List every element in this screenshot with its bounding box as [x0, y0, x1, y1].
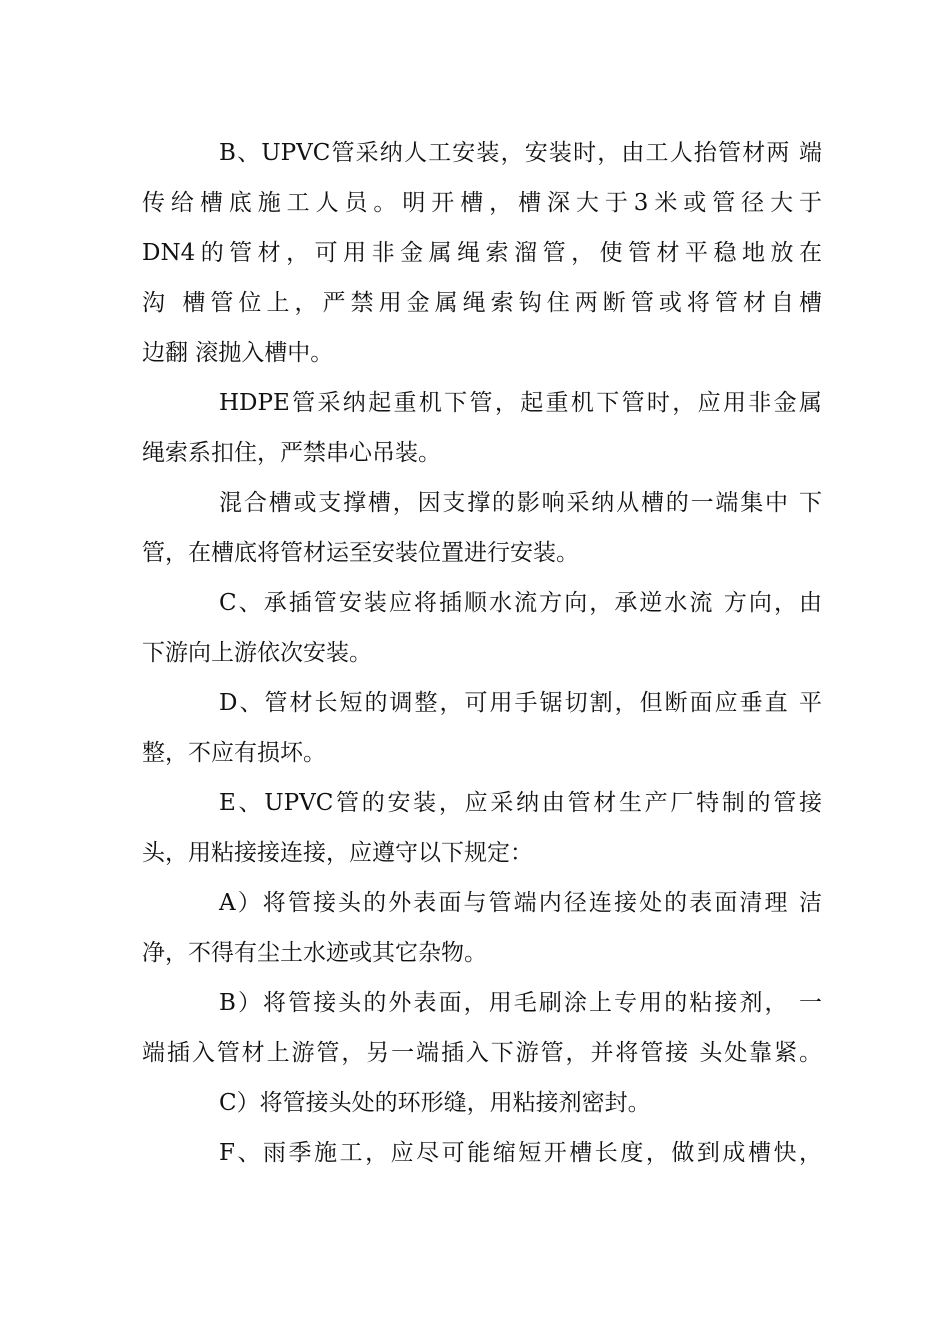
text-line: 绳索系扣住，严禁串心吊装。: [142, 440, 441, 466]
text-line: B）将管接头的外表面，用毛刷涂上专用的粘接剂， 一: [219, 990, 822, 1016]
text-line: 混合槽或支撑槽，因支撑的影响采纳从槽的一端集中 下: [219, 490, 822, 516]
text-line: E、UPVC管的安装，应采纳由管材生产厂特制的管接: [219, 790, 822, 816]
text-line: 传给槽底施工人员。明开槽，槽深大于3米或管径大于: [142, 190, 822, 216]
text-line: A）将管接头的外表面与管端内径连接处的表面清理 洁: [219, 890, 822, 916]
text-line: D、管材长短的调整，可用手锯切割，但断面应垂直 平: [219, 690, 822, 716]
text-line: 头，用粘接接连接，应遵守以下规定：: [142, 840, 533, 866]
text-line: F、雨季施工，应尽可能缩短开槽长度，做到成槽快，: [219, 1140, 822, 1166]
text-line: 端插入管材上游管，另一端插入下游管，并将管接 头处靠紧。: [142, 1040, 822, 1066]
text-line: 边翻 滚抛入槽中。: [142, 340, 334, 366]
text-line: 下游向上游依次安装。: [142, 640, 372, 666]
text-line: 整，不应有损坏。: [142, 740, 326, 766]
document-body: [142, 128, 822, 1178]
text-line: HDPE管采纳起重机下管，起重机下管时，应用非金属: [219, 390, 822, 416]
text-line: B、UPVC管采纳人工安装，安装时，由工人抬管材两 端: [219, 140, 822, 166]
text-line: C、承插管安装应将插顺水流方向，承逆水流 方向，由: [219, 590, 822, 616]
text-line: DN4的管材，可用非金属绳索溜管，使管材平稳地放在: [142, 240, 822, 266]
text-line: C）将管接头处的环形缝，用粘接剂密封。: [219, 1090, 651, 1116]
text-line: 沟 槽管位上，严禁用金属绳索钩住两断管或将管材自槽: [142, 290, 822, 316]
text-line: 净，不得有尘土水迹或其它杂物。: [142, 940, 487, 966]
text-line: 管，在槽底将管材运至安装位置进行安装。: [142, 540, 579, 566]
